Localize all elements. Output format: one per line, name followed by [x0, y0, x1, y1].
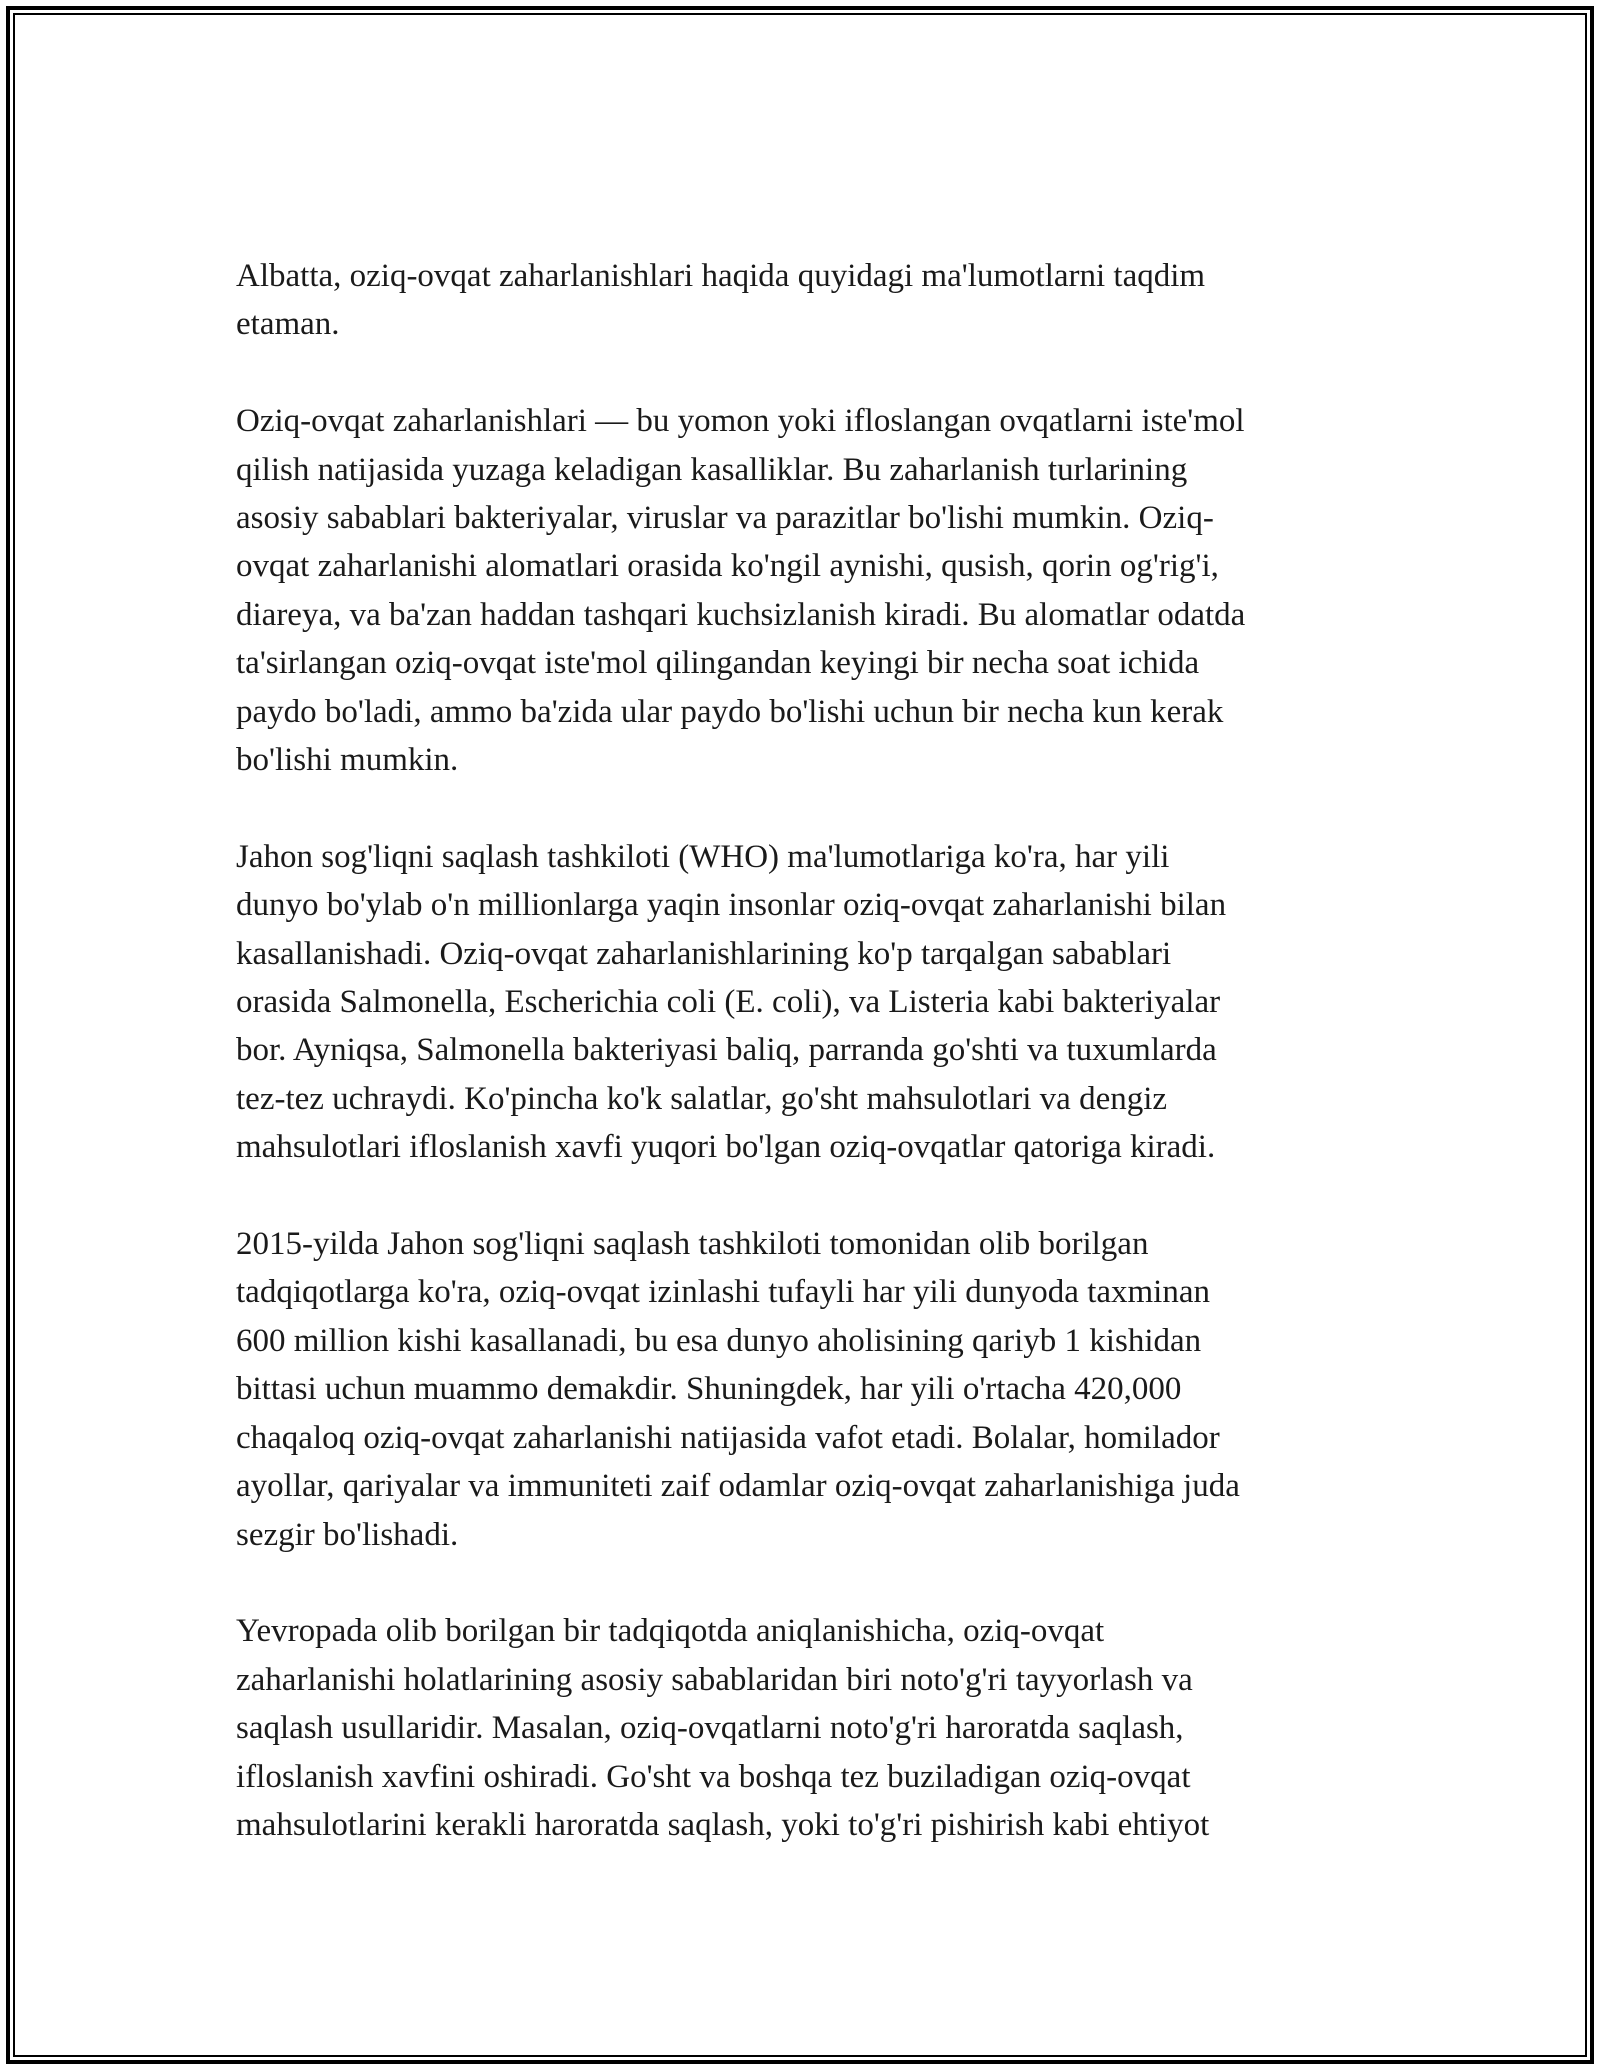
text-line: etaman. — [236, 306, 340, 343]
text-line: kasallanishadi. Oziq-ovqat zaharlanishlarining ko'p tarqalgan sabablari — [236, 935, 1172, 972]
text-line: mahsulotlarini kerakli haroratda saqlash, yoki to'g'ri pishirish kabi ehtiyot — [236, 1806, 1210, 1843]
text-line: paydo bo'ladi, ammo ba'zida ular paydo bo'lishi uchun bir necha kun kerak — [236, 693, 1224, 730]
text-line: dunyo bo'ylab o'n millionlarga yaqin insonlar oziq-ovqat zaharlanishi bilan — [236, 887, 1227, 924]
paragraph — [236, 1607, 1366, 1849]
text-line: diareya, va ba'zan haddan tashqari kuchsizlanish kiradi. Bu alomatlar odatda — [236, 596, 1246, 633]
text-line: 600 million kishi kasallanadi, bu esa dunyo aholisining qariyb 1 kishidan — [236, 1322, 1202, 1359]
text-line: qilish natijasida yuzaga keladigan kasalliklar. Bu zaharlanish turlarining — [236, 451, 1188, 488]
text-line: tez-tez uchraydi. Ko'pincha ko'k salatlar, go'sht mahsulotlari va dengiz — [236, 1080, 1168, 1117]
text-line: bor. Ayniqsa, Salmonella bakteriyasi baliq, parranda go'shti va tuxumlarda — [236, 1032, 1217, 1069]
text-line: zaharlanishi holatlarining asosiy sabablaridan biri noto'g'ri tayyorlash va — [236, 1661, 1193, 1698]
text-line: Jahon sog'liqni saqlash tashkiloti (WHO) ma'lumotlariga ko'ra, har yili — [236, 838, 1170, 875]
text-line: orasida Salmonella, Escherichia coli (E. coli), va Listeria kabi bakteriyalar — [236, 984, 1221, 1021]
text-line: mahsulotlari ifloslanish xavfi yuqori bo'lgan oziq-ovqatlar qatoriga kiradi. — [236, 1129, 1216, 1166]
document-body — [236, 252, 1366, 1898]
paragraph — [236, 833, 1366, 1172]
text-line: ayollar, qariyalar va immuniteti zaif odamlar oziq-ovqat zaharlanishiga juda — [236, 1468, 1240, 1505]
text-line: saqlash usullaridir. Masalan, oziq-ovqatlarni noto'g'ri haroratda saqlash, — [236, 1710, 1184, 1747]
text-line: ta'sirlangan oziq-ovqat iste'mol qilingandan keyingi bir necha soat ichida — [236, 645, 1200, 682]
text-line: ifloslanish xavfini oshiradi. Go'sht va boshqa tez buziladigan oziq-ovqat — [236, 1758, 1191, 1795]
paragraph — [236, 397, 1366, 784]
text-line: chaqaloq oziq-ovqat zaharlanishi natijasida vafot etadi. Bolalar, homilador — [236, 1419, 1220, 1456]
paragraph — [236, 1220, 1366, 1559]
paragraph — [236, 252, 1366, 349]
text-line: ovqat zaharlanishi alomatlari orasida ko'ngil aynishi, qusish, qorin og'rig'i, — [236, 548, 1219, 585]
text-line: asosiy sabablari bakteriyalar, viruslar va parazitlar bo'lishi mumkin. Oziq- — [236, 500, 1214, 537]
text-line: 2015-yilda Jahon sog'liqni saqlash tashkiloti tomonidan olib borilgan — [236, 1226, 1149, 1263]
text-line: Albatta, oziq-ovqat zaharlanishlari haqida quyidagi ma'lumotlarni taqdim — [236, 258, 1206, 294]
text-line: sezgir bo'lishadi. — [236, 1516, 459, 1553]
text-line: Oziq-ovqat zaharlanishlari — bu yomon yoki ifloslangan ovqatlarni iste'mol — [236, 403, 1245, 440]
text-line: tadqiqotlarga ko'ra, oziq-ovqat izinlashi tufayli har yili dunyoda taxminan — [236, 1274, 1210, 1311]
text-line: Yevropada olib borilgan bir tadqiqotda aniqlanishicha, oziq-ovqat — [236, 1613, 1105, 1650]
text-line: bo'lishi mumkin. — [236, 742, 459, 779]
text-line: bittasi uchun muammo demakdir. Shuningdek, har yili o'rtacha 420,000 — [236, 1371, 1182, 1408]
